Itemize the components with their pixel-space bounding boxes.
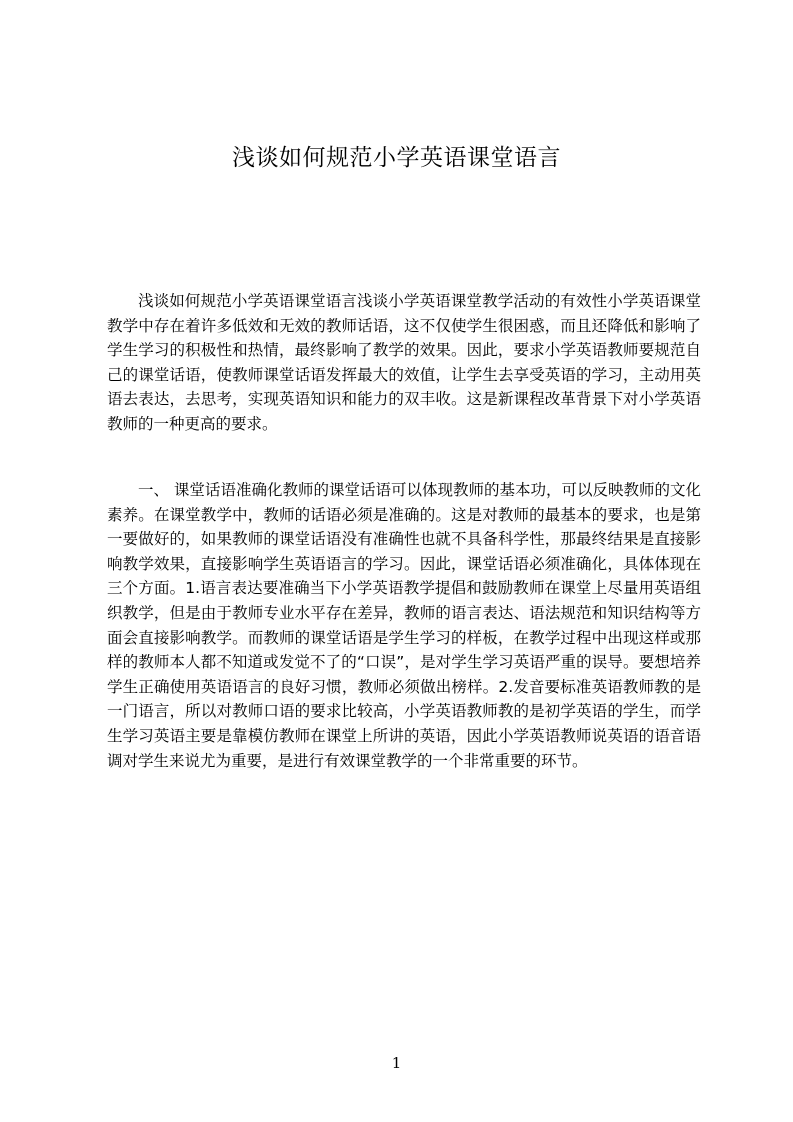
document-title: 浅谈如何规范小学英语课堂语言: [232, 145, 561, 171]
paragraph-intro: 浅谈如何规范小学英语课堂语言浅谈小学英语课堂教学活动的有效性小学英语课堂教学中存在着许多低效和无效的教师话语，这不仅使学生很困惑，而且还降低和影响了学生学习的积极性和热情，最终影响了教学的效果。因此，要求小学英语教师要规范自己的课堂话语，使教师课堂话语发挥最大的效值，让学生去享受英语的学习，主动用英语去表达，去思考，实现英语知识和能力的双丰收。这是新课程改革背景下对小学英语教师的一种更高的要求。: [107, 292, 701, 433]
page-number: 1: [391, 1054, 402, 1072]
paragraph-section-one: 一、 课堂话语准确化教师的课堂话语可以体现教师的基本功，可以反映教师的文化素养。在课堂教学中，教师的话语必须是准确的。这是对教师的最基本的要求，也是第一要做好的，如果教师的课堂话语没有准确性也就不具备科学性，那最终结果是直接影响教学效果，直接影响学生英语语言的学习。因此，课堂话语必须准确化，具体体现在三个方面。1.语言表达要准确当下小学英语教学提倡和鼓励教师在课堂上尽量用英语组织教学，但是由于教师专业水平存在差异，教师的语言表达、语法规范和知识结构等方面会直接影响教学。而教师的课堂话语是学生学习的样板，在教学过程中出现这样或那样的教师本人都不知道或发觉不了的“口误”，是对学生学习英语严重的误导。要想培养学生正确使用英语语言的良好习惯，教师必须做出榜样。2.发音要标准英语教师教的是一门语言，所以对教师口语的要求比较高，小学英语教师教的是初学英语的学生，而学生学习英语主要是靠模仿教师在课堂上所讲的英语，因此小学英语教师说英语的语音语调对学生来说尤为重要，是进行有效课堂教学的一个非常重要的环节。: [107, 481, 701, 770]
